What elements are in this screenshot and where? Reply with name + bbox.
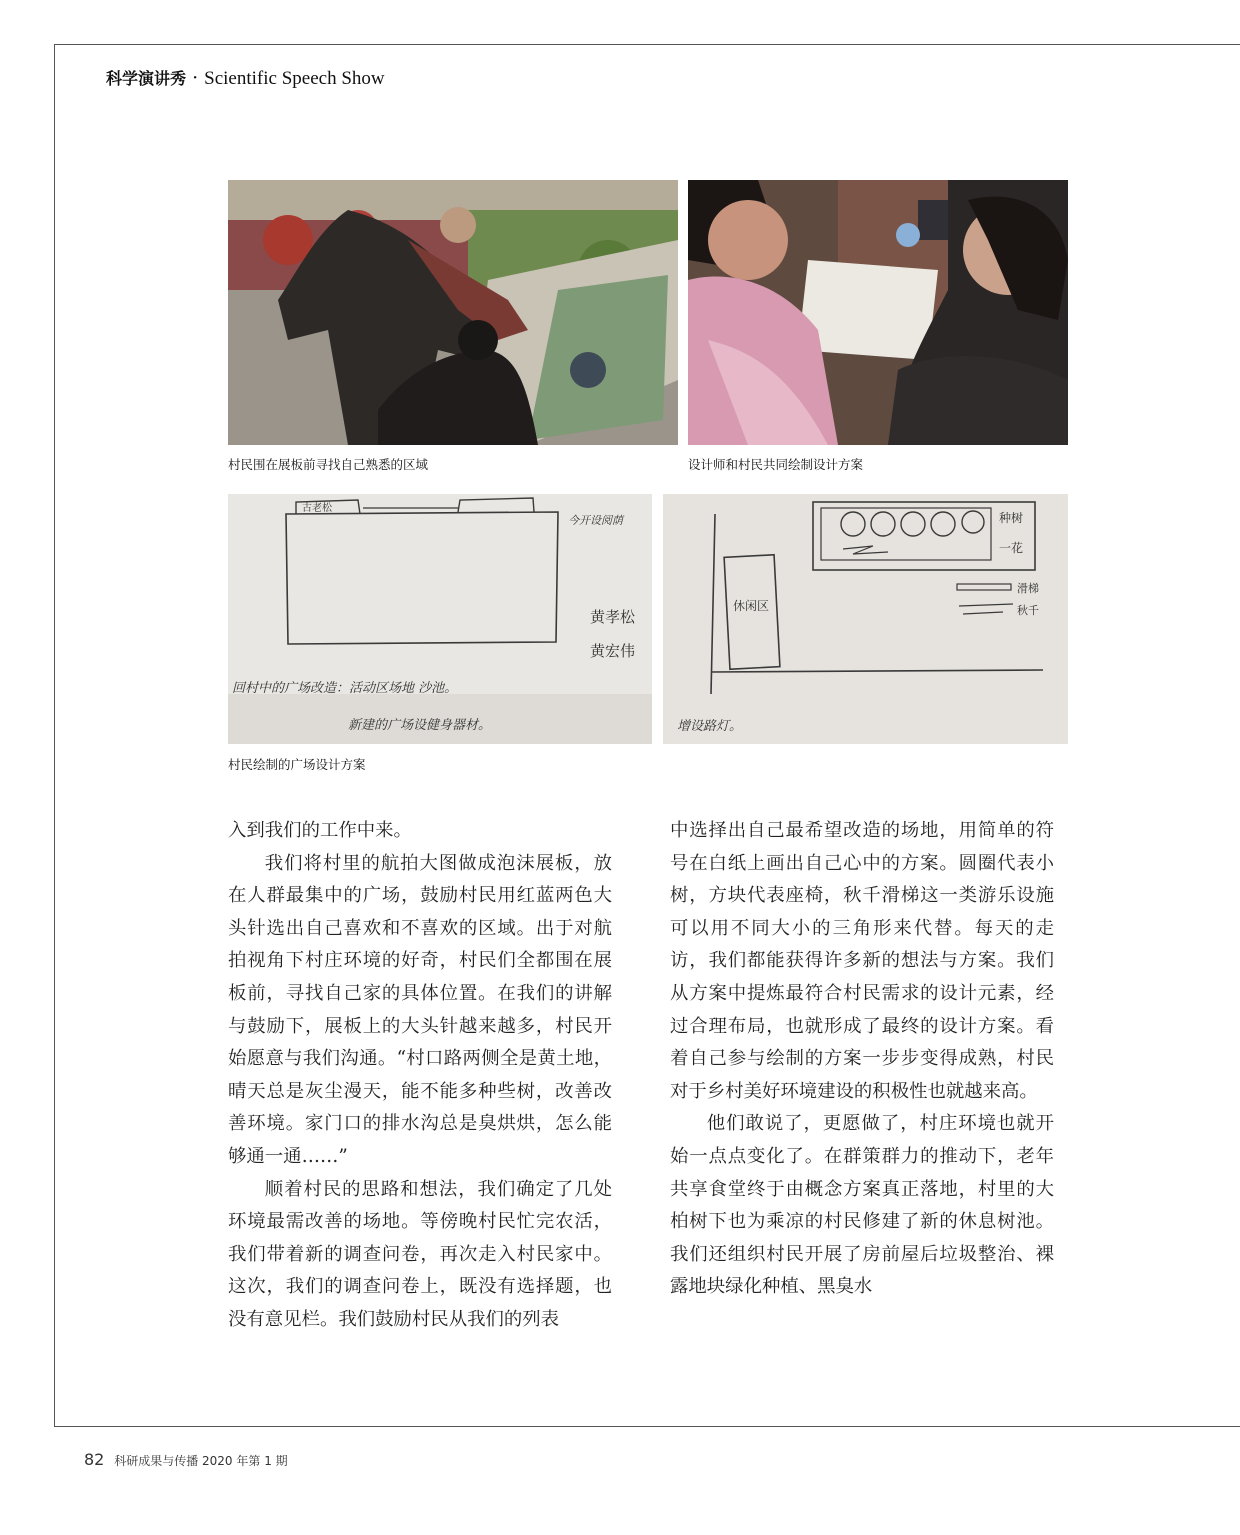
paragraph: 中选择出自己最希望改造的场地，用简单的符号在白纸上画出自己心中的方案。圆圈代表小树，方块代表座椅，秋千滑梯这一类游乐设施可以用不同大小的三角形来代替。每天的走访，我们都能获得许多新的想法与方案。我们从方案中提炼最符合村民需求的设计元素，经过合理布局，也就形成了最终的设计方案。看着自己参与绘制的方案一步步变得成熟，村民对于乡村美好环境建设的积极性也就越来高。 (670, 820, 1054, 1102)
photo-drawing-together (688, 180, 1068, 445)
sketch-name-2: 黄宏伟 (590, 642, 636, 660)
sketch-note-1: 种树 (999, 511, 1024, 525)
sketch-note-line: 增设路灯。 (677, 719, 743, 734)
sketch-name-1: 黄孝松 (590, 608, 636, 626)
frame-left-rule (54, 44, 55, 1426)
article-column-right (670, 815, 1054, 1304)
page-footer (84, 1450, 288, 1469)
frame-top-rule (54, 44, 1240, 45)
sketch-box-label: 休闲区 (733, 599, 770, 613)
sketch-note-2: 一花 (999, 541, 1024, 555)
section-separator: · (192, 67, 199, 89)
paragraph: 顺着村民的思路和想法，我们确定了几处环境最需改善的场地。等傍晚村民忙完农活，我们带着新的调查问卷，再次走入村民家中。这次，我们的调查问卷上，既没有选择题，也没有意见栏。我们鼓励村民从我们的列表 (228, 1178, 612, 1330)
paragraph: 我们将村里的航拍大图做成泡沫展板，放在人群最集中的广场，鼓励村民用红蓝两色大头针选出自己喜欢和不喜欢的区域。出于对航拍视角下村庄环境的好奇，村民们全都围在展板前，寻找自己家的具体位置。在我们的讲解与鼓励下，展板上的大头针越来越多，村民开始愿意与我们沟通。“村口路两侧全是黄土地，晴天总是灰尘漫天，能不能多种些树，改善改善环境。家门口的排水沟总是臭烘烘，怎么能够通一通……” (228, 852, 612, 1167)
issue-info: 2020 年第 1 期 (202, 1454, 288, 1468)
sketch-note-line-2: 新建的广场设健身器材。 (348, 718, 492, 733)
section-title-en: Scientific Speech Show (204, 68, 385, 89)
sketch-note-3: 滑梯 (1017, 582, 1039, 595)
photo-caption: 村民绘制的广场设计方案 (228, 757, 366, 772)
paragraph: 入到我们的工作中来。 (228, 820, 412, 841)
journal-name: 科研成果与传播 (114, 1454, 199, 1468)
sketch-top-tag: 古老松 (302, 503, 332, 514)
sketch-side-note: 今开设阅荫 (568, 514, 623, 527)
section-header (106, 66, 385, 90)
photo-caption: 设计师和村民共同绘制设计方案 (688, 457, 864, 472)
sketch-plaza-plan-right (663, 494, 1068, 744)
frame-bottom-rule (54, 1426, 1240, 1427)
article-column-left (228, 815, 612, 1337)
sketch-plaza-plan-left (228, 494, 652, 744)
photo-villagers-board (228, 180, 678, 445)
sketch-note-line-1: 回村中的广场改造：活动区场地 沙池。 (232, 681, 458, 696)
page-number: 82 (84, 1450, 105, 1469)
photo-caption: 村民围在展板前寻找自己熟悉的区域 (228, 457, 429, 472)
sketch-note-4: 秋千 (1017, 604, 1039, 617)
section-title-cn: 科学演讲秀 (106, 69, 187, 88)
paragraph: 他们敢说了，更愿做了，村庄环境也就开始一点点变化了。在群策群力的推动下，老年共享食堂终于由概念方案真正落地，村里的大柏树下也为乘凉的村民修建了新的休息树池。我们还组织村民开展了房前屋后垃圾整治、裸露地块绿化种植、黑臭水 (670, 1113, 1054, 1298)
